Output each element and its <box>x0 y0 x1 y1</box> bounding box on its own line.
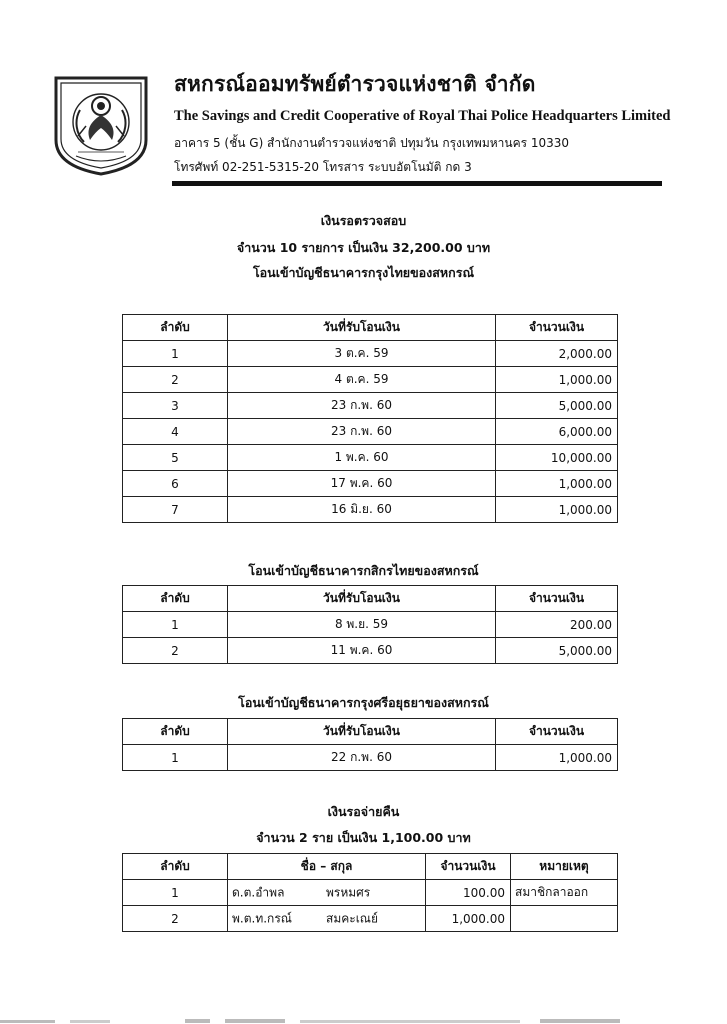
amount-cell: 2,000.00 <box>496 341 618 367</box>
amount-cell: 1,000.00 <box>496 471 618 497</box>
scan-edge-marks <box>0 1008 727 1024</box>
table-header-row <box>123 586 618 612</box>
table-header-row <box>123 854 618 880</box>
krungsri-table <box>122 718 618 771</box>
table-row <box>123 393 618 419</box>
pending-title: เงินรอตรวจสอบ <box>320 213 407 228</box>
seq-cell: 4 <box>123 419 228 445</box>
date-cell: 17 พ.ค. 60 <box>228 471 496 497</box>
amount-cell: 10,000.00 <box>496 445 618 471</box>
krungthai-title: โอนเข้าบัญชีธนาคารกรุงไทยของสหกรณ์ <box>252 265 475 280</box>
date-cell: 1 พ.ค. 60 <box>228 445 496 471</box>
refund-table <box>122 853 618 932</box>
last-name: สมคะเณย์ <box>326 911 378 925</box>
name-cell <box>228 906 426 932</box>
org-phone: โทรศัพท์ 02-251-5315-20 โทรสาร ระบบอัตโนมัติ กด 3 <box>174 160 472 174</box>
table-row <box>123 638 618 664</box>
name-header: ชื่อ – สกุล <box>228 854 426 880</box>
kasikorn-title: โอนเข้าบัญชีธนาคารกสิกรไทยของสหกรณ์ <box>248 563 479 578</box>
amount-header: จำนวนเงิน <box>426 854 511 880</box>
table-row <box>123 419 618 445</box>
first-name: พ.ต.ท.กรณ์ <box>232 911 292 925</box>
krungsri-title: โอนเข้าบัญชีธนาคารกรุงศรีอยุธยาของสหกรณ์ <box>238 695 489 710</box>
last-name: พรหมศร <box>326 885 371 899</box>
seq-cell: 1 <box>123 745 228 771</box>
date-header: วันที่รับโอนเงิน <box>228 315 496 341</box>
seq-cell: 3 <box>123 393 228 419</box>
org-name-english: The Savings and Credit Cooperative of Royal Thai Police Headquarters Limited <box>174 108 671 124</box>
date-cell: 8 พ.ย. 59 <box>228 612 496 638</box>
table-row <box>123 880 618 906</box>
seq-cell: 1 <box>123 612 228 638</box>
table-row <box>123 497 618 523</box>
note-header: หมายเหตุ <box>511 854 618 880</box>
table-row <box>123 745 618 771</box>
amount-cell: 5,000.00 <box>496 393 618 419</box>
table-row <box>123 906 618 932</box>
date-cell: 4 ต.ค. 59 <box>228 367 496 393</box>
seq-header: ลำดับ <box>123 586 228 612</box>
amount-cell: 100.00 <box>426 880 511 906</box>
table-row <box>123 445 618 471</box>
seq-cell: 1 <box>123 341 228 367</box>
amount-header: จำนวนเงิน <box>496 586 618 612</box>
table-row <box>123 471 618 497</box>
table-row <box>123 367 618 393</box>
date-cell: 22 ก.พ. 60 <box>228 745 496 771</box>
amount-cell: 200.00 <box>496 612 618 638</box>
date-cell: 16 มิ.ย. 60 <box>228 497 496 523</box>
header-divider <box>172 181 662 186</box>
amount-cell: 1,000.00 <box>496 367 618 393</box>
kasikorn-table <box>122 585 618 664</box>
table-row <box>123 341 618 367</box>
amount-header: จำนวนเงิน <box>496 315 618 341</box>
amount-cell: 6,000.00 <box>496 419 618 445</box>
refund-title: เงินรอจ่ายคืน <box>327 804 400 819</box>
seq-header: ลำดับ <box>123 854 228 880</box>
date-cell: 23 ก.พ. 60 <box>228 393 496 419</box>
table-row <box>123 612 618 638</box>
refund-summary: จำนวน 2 ราย เป็นเงิน 1,100.00 บาท <box>256 830 471 845</box>
seq-cell: 2 <box>123 638 228 664</box>
amount-header: จำนวนเงิน <box>496 719 618 745</box>
name-cell <box>228 880 426 906</box>
seq-cell: 5 <box>123 445 228 471</box>
seq-cell: 7 <box>123 497 228 523</box>
date-cell: 11 พ.ค. 60 <box>228 638 496 664</box>
cooperative-seal-logo <box>50 70 152 178</box>
pending-summary: จำนวน 10 รายการ เป็นเงิน 32,200.00 บาท <box>236 240 491 255</box>
seq-cell: 2 <box>123 367 228 393</box>
seq-cell: 2 <box>123 906 228 932</box>
date-cell: 23 ก.พ. 60 <box>228 419 496 445</box>
seq-header: ลำดับ <box>123 719 228 745</box>
seq-header: ลำดับ <box>123 315 228 341</box>
seq-cell: 6 <box>123 471 228 497</box>
first-name: ด.ต.อำพล <box>232 885 285 899</box>
org-address: อาคาร 5 (ชั้น G) สำนักงานตำรวจแห่งชาติ ปทุมวัน กรุงเทพมหานคร 10330 <box>174 136 570 150</box>
table-header-row <box>123 719 618 745</box>
amount-cell: 1,000.00 <box>496 745 618 771</box>
amount-cell: 1,000.00 <box>496 497 618 523</box>
org-name-thai: สหกรณ์ออมทรัพย์ตำรวจแห่งชาติ จำกัด <box>174 72 536 96</box>
note-cell: สมาชิกลาออก <box>511 880 618 906</box>
amount-cell: 5,000.00 <box>496 638 618 664</box>
seq-cell: 1 <box>123 880 228 906</box>
amount-cell: 1,000.00 <box>426 906 511 932</box>
krungthai-table <box>122 314 618 523</box>
date-header: วันที่รับโอนเงิน <box>228 586 496 612</box>
date-header: วันที่รับโอนเงิน <box>228 719 496 745</box>
date-cell: 3 ต.ค. 59 <box>228 341 496 367</box>
table-header-row <box>123 315 618 341</box>
note-cell <box>511 906 618 932</box>
